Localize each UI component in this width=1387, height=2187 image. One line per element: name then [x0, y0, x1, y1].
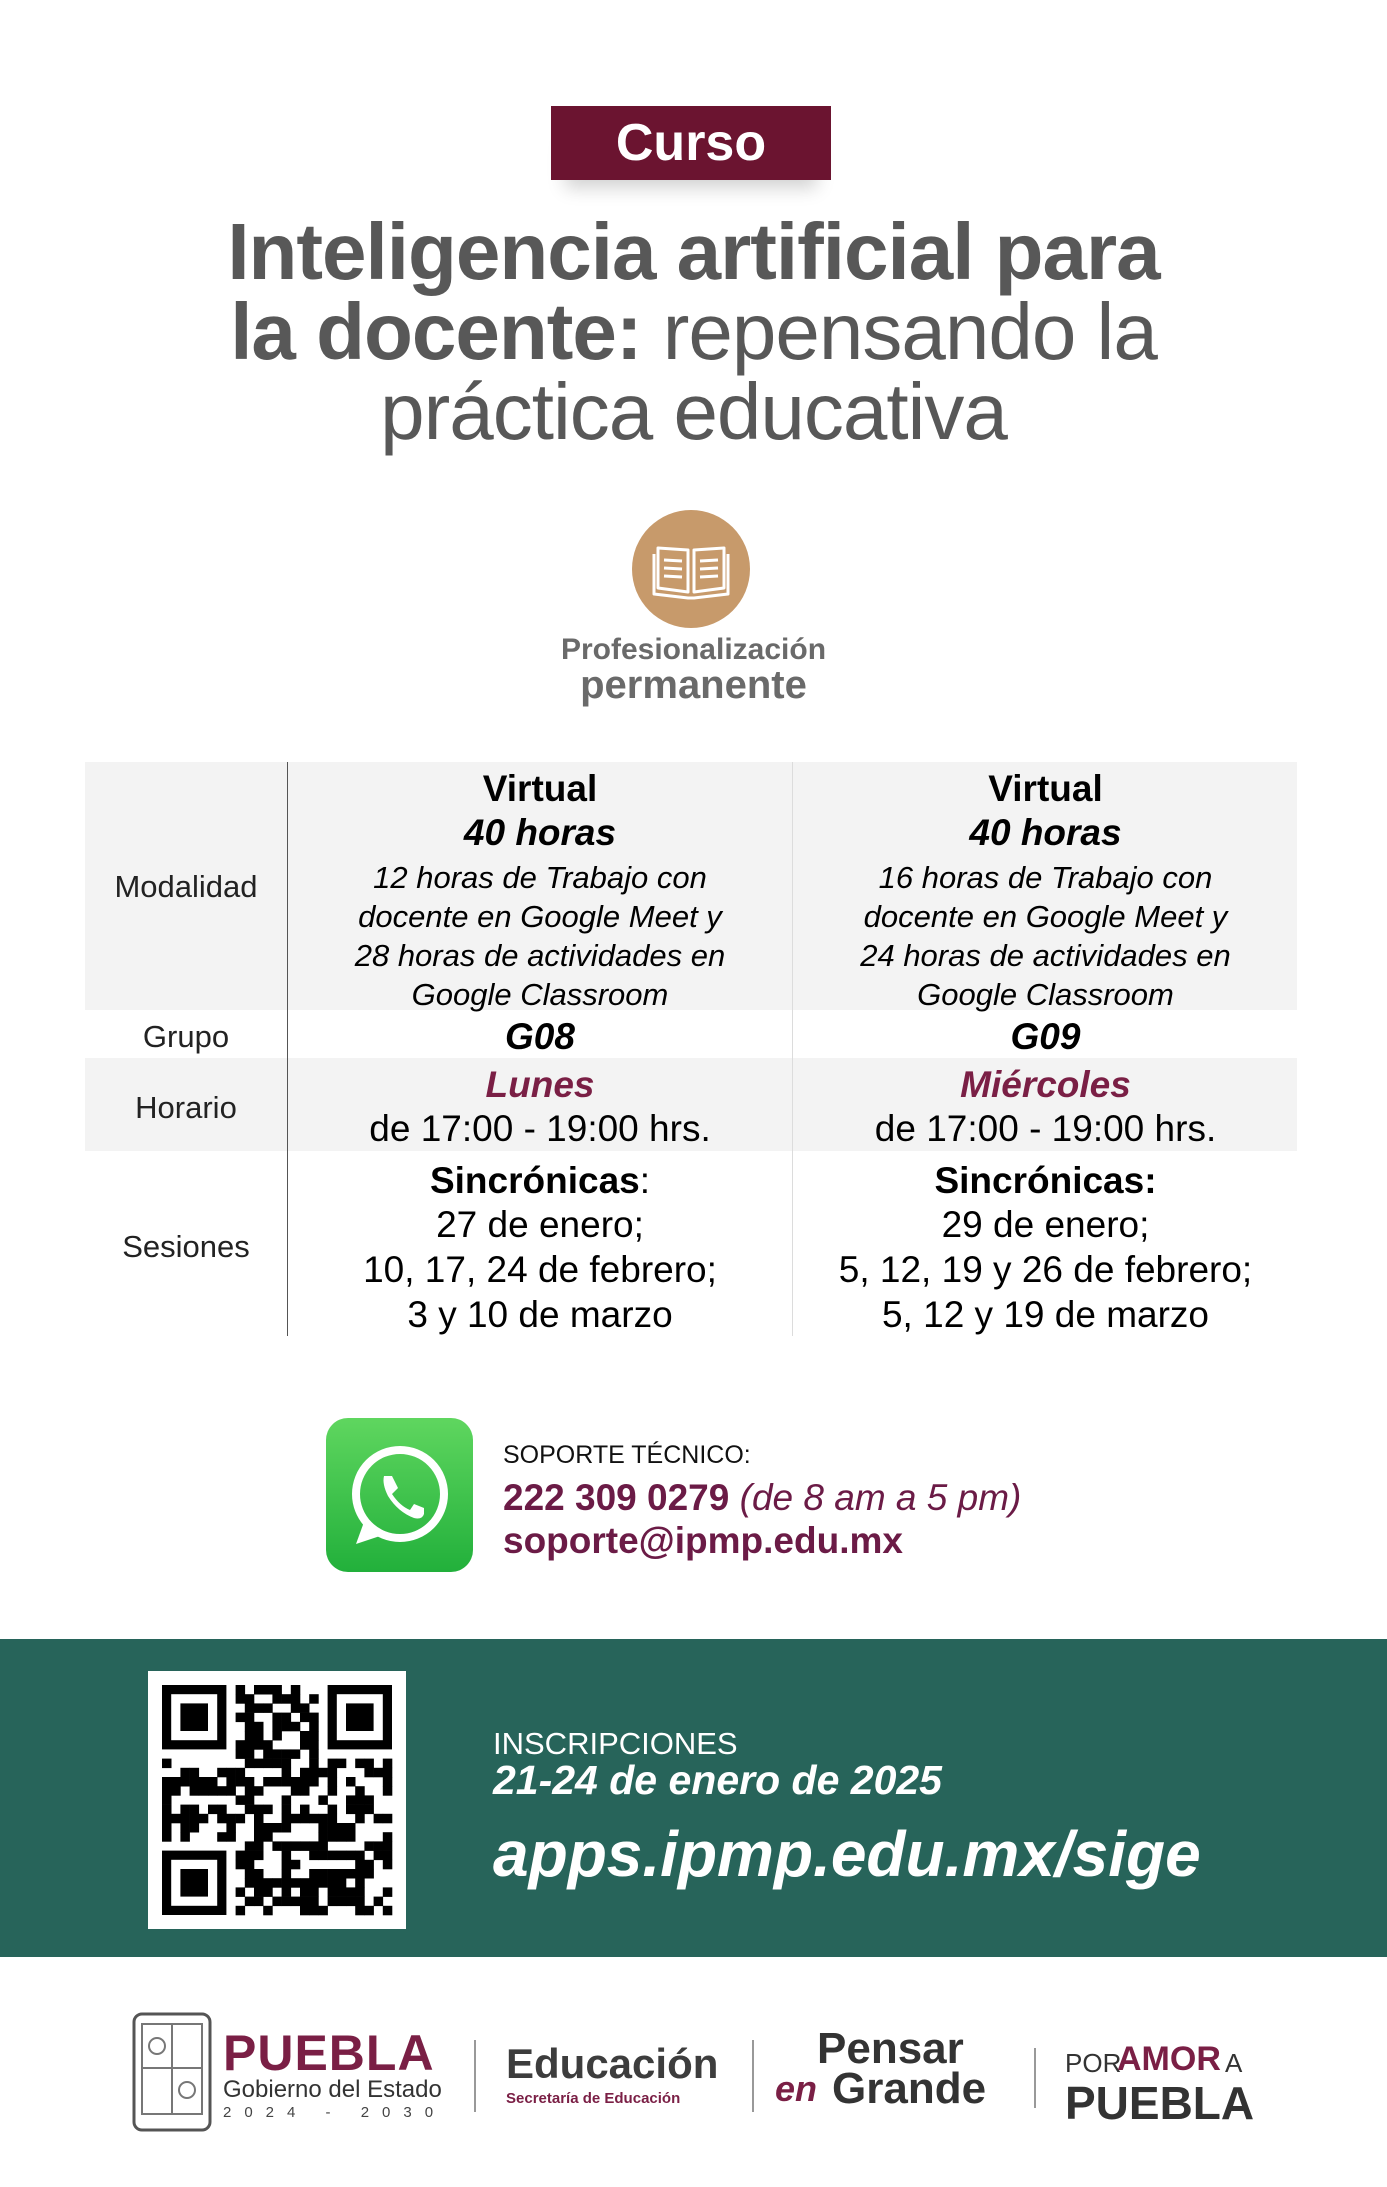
- session-line: 5, 12, 19 y 26 de febrero;: [838, 1249, 1253, 1290]
- table-divider-2: [792, 762, 793, 1336]
- logo-pensar: Pensar: [817, 2024, 964, 2073]
- description-line: Google Classroom: [411, 977, 669, 1012]
- day-g08: Lunes: [485, 1064, 595, 1105]
- group-g09: G09: [1010, 1016, 1081, 1057]
- title-line-1: Inteligencia artificial para: [227, 207, 1160, 296]
- state-coat-of-arms-icon: [130, 2010, 214, 2134]
- page-title: [100, 207, 1287, 456]
- time-g09: de 17:00 - 19:00 hrs.: [874, 1108, 1217, 1149]
- logo-en: en: [775, 2068, 818, 2109]
- session-line: 3 y 10 de marzo: [407, 1294, 673, 1335]
- description-line: docente en Google Meet y: [863, 899, 1228, 934]
- whatsapp-icon[interactable]: [326, 1418, 473, 1572]
- support-email[interactable]: soporte@ipmp.edu.mx: [503, 1520, 903, 1561]
- label-sesiones: Sesiones: [122, 1229, 250, 1264]
- registration-dates: 21-24 de enero de 2025: [493, 1757, 942, 1803]
- hours: 40 horas: [969, 812, 1122, 853]
- book-icon: [632, 510, 750, 628]
- time-g08: de 17:00 - 19:00 hrs.: [369, 1108, 711, 1149]
- day-g09: Miércoles: [960, 1064, 1131, 1105]
- description-line: 16 horas de Trabajo con: [878, 860, 1213, 895]
- registration-url[interactable]: apps.ipmp.edu.mx/sige: [493, 1818, 1201, 1890]
- sessions-g08: [288, 1160, 792, 1337]
- title-line-2-normal: repensando la: [662, 287, 1157, 376]
- support-schedule: (de 8 am a 5 pm): [739, 1477, 1022, 1518]
- column-g09: [794, 768, 1297, 1014]
- session-line: 10, 17, 24 de febrero;: [363, 1249, 717, 1290]
- phone-number[interactable]: 222 309 0279: [503, 1477, 730, 1518]
- sessions-heading: Sincrónicas:: [934, 1160, 1157, 1201]
- title-line-2-bold: la docente:: [230, 287, 642, 376]
- logo-amor: AMOR: [1117, 2040, 1221, 2078]
- sessions-colon: :: [639, 1160, 651, 1201]
- sessions-g09: [794, 1160, 1297, 1337]
- logo-grande: Grande: [832, 2064, 987, 2113]
- label-grupo: Grupo: [142, 1019, 230, 1054]
- session-line: 29 de enero;: [941, 1204, 1150, 1245]
- session-line: 27 de enero;: [436, 1204, 644, 1245]
- footer-divider: [474, 2040, 476, 2112]
- modality: Virtual: [988, 768, 1103, 809]
- session-line: 5, 12 y 19 de marzo: [881, 1294, 1210, 1335]
- logo-years: 2024 - 2030: [223, 2104, 447, 2121]
- hours: 40 horas: [463, 812, 617, 853]
- logo-puebla: PUEBLA: [223, 2025, 435, 2081]
- course-badge: Curso: [551, 106, 831, 180]
- logo-puebla-2: PUEBLA: [1065, 2077, 1255, 2129]
- description-line: 12 horas de Trabajo con: [373, 860, 707, 895]
- logo-secretaria: Secretaría de Educación: [506, 2090, 681, 2107]
- sessions-heading: Sincrónicas: [429, 1160, 640, 1201]
- logo-a: A: [1225, 2048, 1243, 2078]
- footer-divider: [752, 2040, 754, 2112]
- logo-por: POR: [1065, 2048, 1122, 2078]
- logo-educacion: Educación: [506, 2040, 719, 2087]
- description-line: Google Classroom: [917, 977, 1174, 1012]
- program-line-1: Profesionalización: [560, 633, 827, 666]
- description-line: 28 horas de actividades en: [354, 938, 726, 973]
- label-modalidad: Modalidad: [114, 869, 258, 904]
- support-label: SOPORTE TÉCNICO:: [503, 1441, 751, 1469]
- program-line-2: permanente: [580, 663, 807, 707]
- description-line: docente en Google Meet y: [358, 899, 722, 934]
- footer-divider: [1034, 2048, 1036, 2108]
- label-horario: Horario: [135, 1090, 237, 1125]
- description-line: 24 horas de actividades en: [860, 938, 1231, 973]
- qr-code[interactable]: [148, 1671, 406, 1929]
- registration-label: INSCRIPCIONES: [493, 1726, 738, 1761]
- title-line-3: práctica educativa: [380, 367, 1007, 456]
- group-g08: G08: [505, 1016, 575, 1057]
- modality: Virtual: [482, 768, 598, 809]
- logo-gobierno: Gobierno del Estado: [223, 2076, 442, 2103]
- column-g08: [288, 768, 792, 1014]
- support-phone[interactable]: [503, 1477, 1021, 1519]
